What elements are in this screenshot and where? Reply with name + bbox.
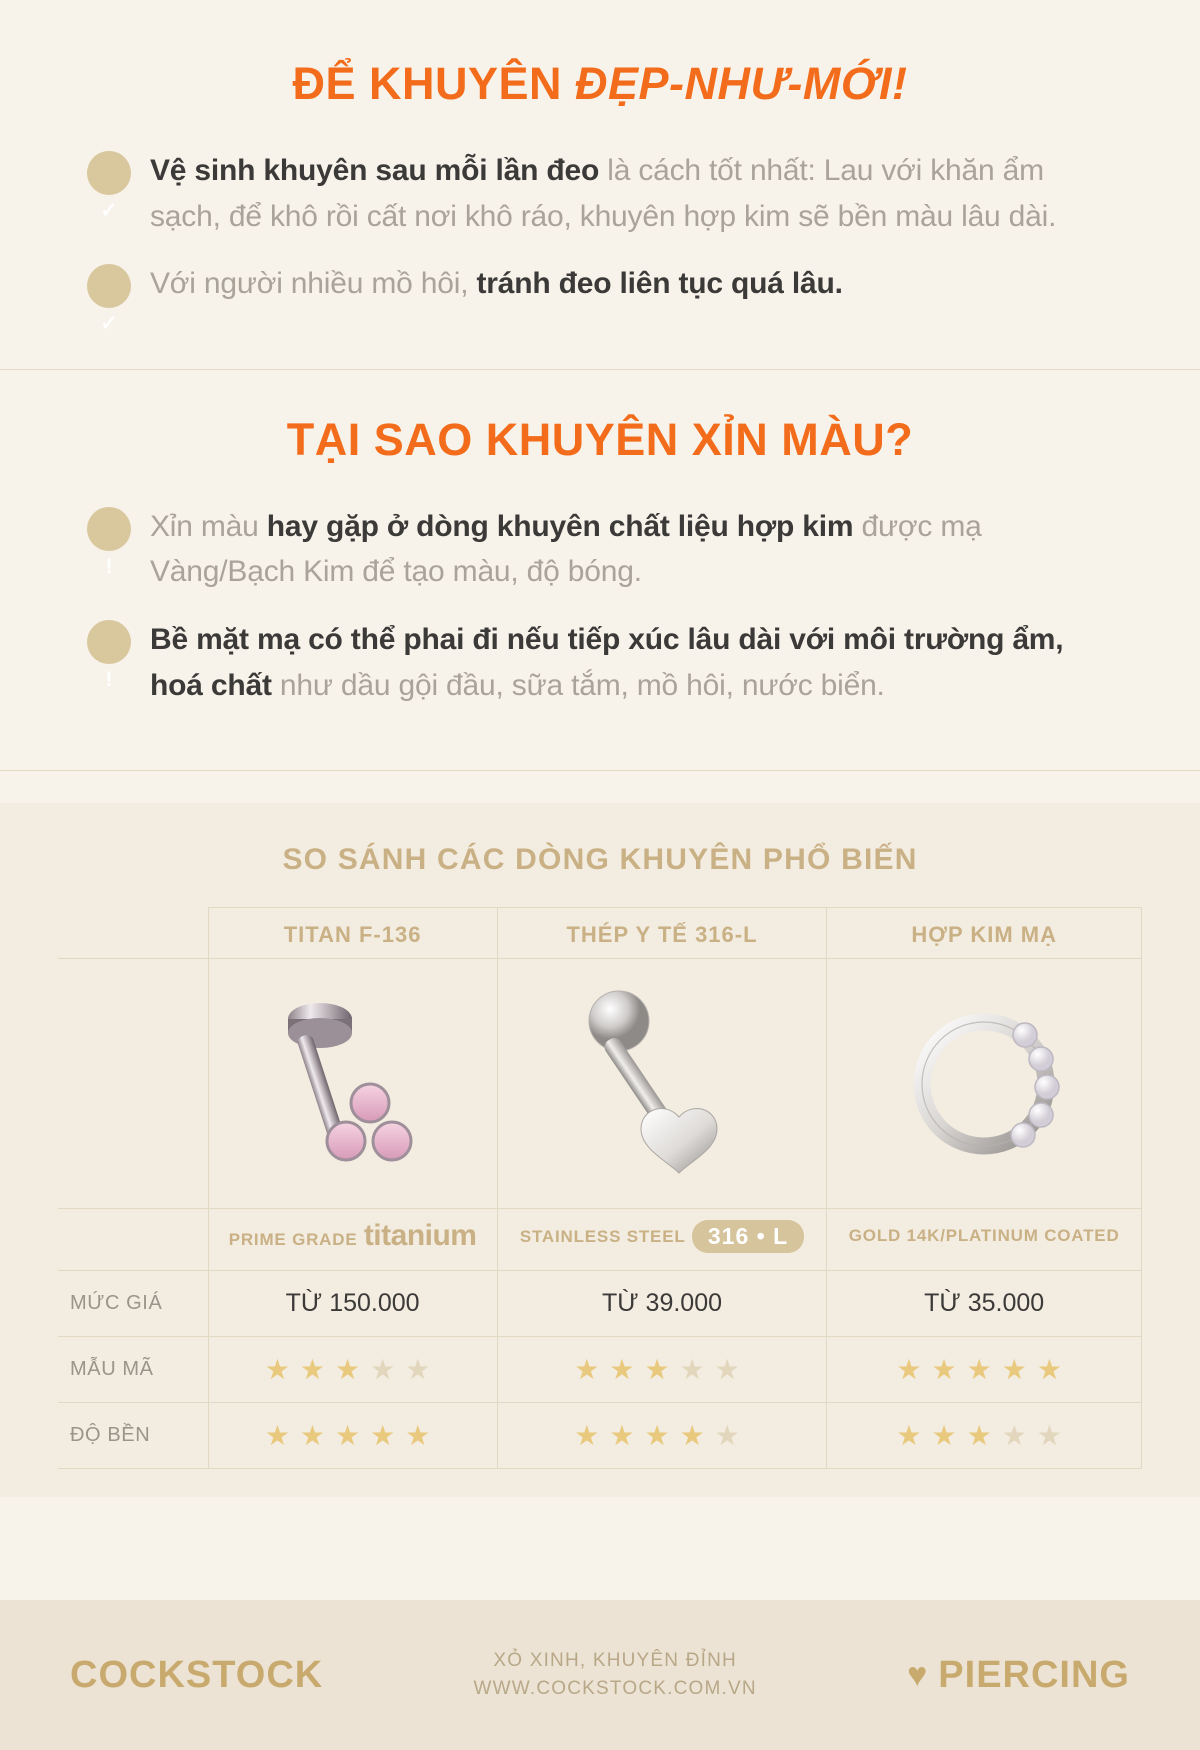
care-bullet-1-lead: Vệ sinh khuyên sau mỗi lần đeo <box>150 154 600 187</box>
care-bullet-2 <box>90 261 1110 336</box>
durability-stars-steel: ★★★★★ <box>497 1402 827 1468</box>
product-image-steel <box>497 959 827 1209</box>
steel-logo-small: STAINLESS STEEL <box>519 1226 686 1246</box>
check-badge-icon: ✓ <box>90 154 128 192</box>
footer-piercing-label <box>907 1654 1130 1697</box>
care-bullet-2-lead: Với người nhiều mồ hôi, <box>150 267 477 301</box>
care-bullet-2-rest: tránh đeo liên tục quá lâu. <box>476 267 843 301</box>
price-row-label: MỨC GIÁ <box>58 1270 208 1336</box>
durability-stars-alloy: ★★★★★ <box>827 1402 1142 1468</box>
care-bullet-1-text <box>150 148 1110 239</box>
tarnish-section <box>0 370 1200 740</box>
table-row <box>58 1270 1142 1336</box>
design-row-label: MẪU MÃ <box>58 1336 208 1402</box>
tarnish-bullet-1-text <box>150 504 1110 595</box>
care-bullet-1 <box>90 148 1110 239</box>
tarnish-bullet-1-muted2: được mạ Vàng/Bạch Kim để tạo màu, độ bóng. <box>150 509 982 589</box>
check-badge-icon: ✓ <box>90 267 128 305</box>
divider-2 <box>0 770 1200 771</box>
tarnish-bullet-2-muted2: như dầu gội đầu, sữa tắm, mồ hôi, nước biển. <box>271 668 885 702</box>
tarnish-bullet-1 <box>90 504 1110 595</box>
durability-stars-titan: ★★★★★ <box>208 1402 497 1468</box>
product-image-alloy <box>827 959 1142 1209</box>
table-header-row <box>58 908 1142 959</box>
logo-cell-alloy <box>827 1209 1142 1271</box>
comparison-title: SO SÁNH CÁC DÒNG KHUYÊN PHỔ BIẾN <box>282 843 918 877</box>
heart-icon: ♥ <box>907 1655 929 1694</box>
footer-brand: COCKSTOCK <box>70 1653 324 1696</box>
alloy-hoop-icon <box>889 979 1079 1189</box>
alloy-logo-small: GOLD 14K/PLATINUM COATED <box>848 1226 1120 1246</box>
care-bullet-1-rest: là cách tốt nhất: Lau với khăn ẩm sạch, để khô rồi cất nơi khô ráo, khuyên hợp kim sẽ bền màu lâu dài. <box>150 154 1057 233</box>
logo-cell-titan <box>208 1209 497 1271</box>
exclamation-badge-icon: ! <box>90 510 128 548</box>
comparison-section <box>0 803 1200 1497</box>
footer-tagline-line2: WWW.COCKSTOCK.COM.VN <box>473 1678 757 1699</box>
table-logo-row <box>58 1209 1142 1271</box>
tarnish-bullet-1-muted1: Xỉn màu <box>150 509 267 543</box>
design-stars-alloy: ★★★★★ <box>827 1336 1142 1402</box>
tarnish-bullet-2-text <box>150 617 1110 708</box>
footer-piercing-text: PIERCING <box>938 1653 1130 1696</box>
steel-logo-pill: 316 • L <box>692 1220 804 1252</box>
care-headline-part1: ĐỂ KHUYÊN <box>292 58 575 109</box>
footer-tagline <box>323 1647 907 1704</box>
logo-row-label <box>58 1209 208 1271</box>
comparison-table <box>58 907 1142 1469</box>
titan-logo-big: titanium <box>363 1219 477 1253</box>
tarnish-headline: TẠI SAO KHUYÊN XỈN MÀU? <box>286 413 914 465</box>
titan-labret-icon <box>258 979 448 1189</box>
care-headline <box>90 58 1110 110</box>
care-headline-part2: ĐẸP-NHƯ-MỚI! <box>575 58 908 109</box>
care-bullet-2-text <box>150 261 843 307</box>
table-row <box>58 1336 1142 1402</box>
price-titan: TỪ 150.000 <box>208 1270 497 1336</box>
price-alloy: TỪ 35.000 <box>827 1270 1142 1336</box>
care-section <box>0 0 1200 339</box>
logo-cell-steel <box>497 1209 827 1271</box>
product-row-label <box>58 959 208 1209</box>
exclamation-badge-icon: ! <box>90 623 128 661</box>
table-product-row <box>58 959 1142 1209</box>
product-image-titan <box>208 959 497 1209</box>
table-row <box>58 1402 1142 1468</box>
price-steel: TỪ 39.000 <box>497 1270 827 1336</box>
titan-logo-small: PRIME GRADE <box>228 1230 358 1250</box>
column-header-titan: TITAN F-136 <box>208 908 497 959</box>
column-header-alloy: HỢP KIM MẠ <box>827 908 1142 959</box>
tarnish-bullet-2-dark1: Bề mặt mạ có thể phai đi nếu tiếp xúc lâu dài với môi trường ẩm, hoá chất <box>150 622 1064 702</box>
footer-tagline-line1: XỎ XINH, KHUYÊN ĐỈNH <box>493 1649 737 1671</box>
durability-row-label: ĐỘ BỀN <box>58 1402 208 1468</box>
design-stars-titan: ★★★★★ <box>208 1336 497 1402</box>
tarnish-bullet-1-dark1: hay gặp ở dòng khuyên chất liệu hợp kim <box>266 509 854 543</box>
footer <box>0 1600 1200 1750</box>
column-header-steel: THÉP Y TẾ 316-L <box>497 908 827 959</box>
tarnish-bullet-2 <box>90 617 1110 708</box>
steel-heart-barbell-icon <box>567 979 757 1189</box>
design-stars-steel: ★★★★★ <box>497 1336 827 1402</box>
table-corner-cell <box>58 908 208 959</box>
